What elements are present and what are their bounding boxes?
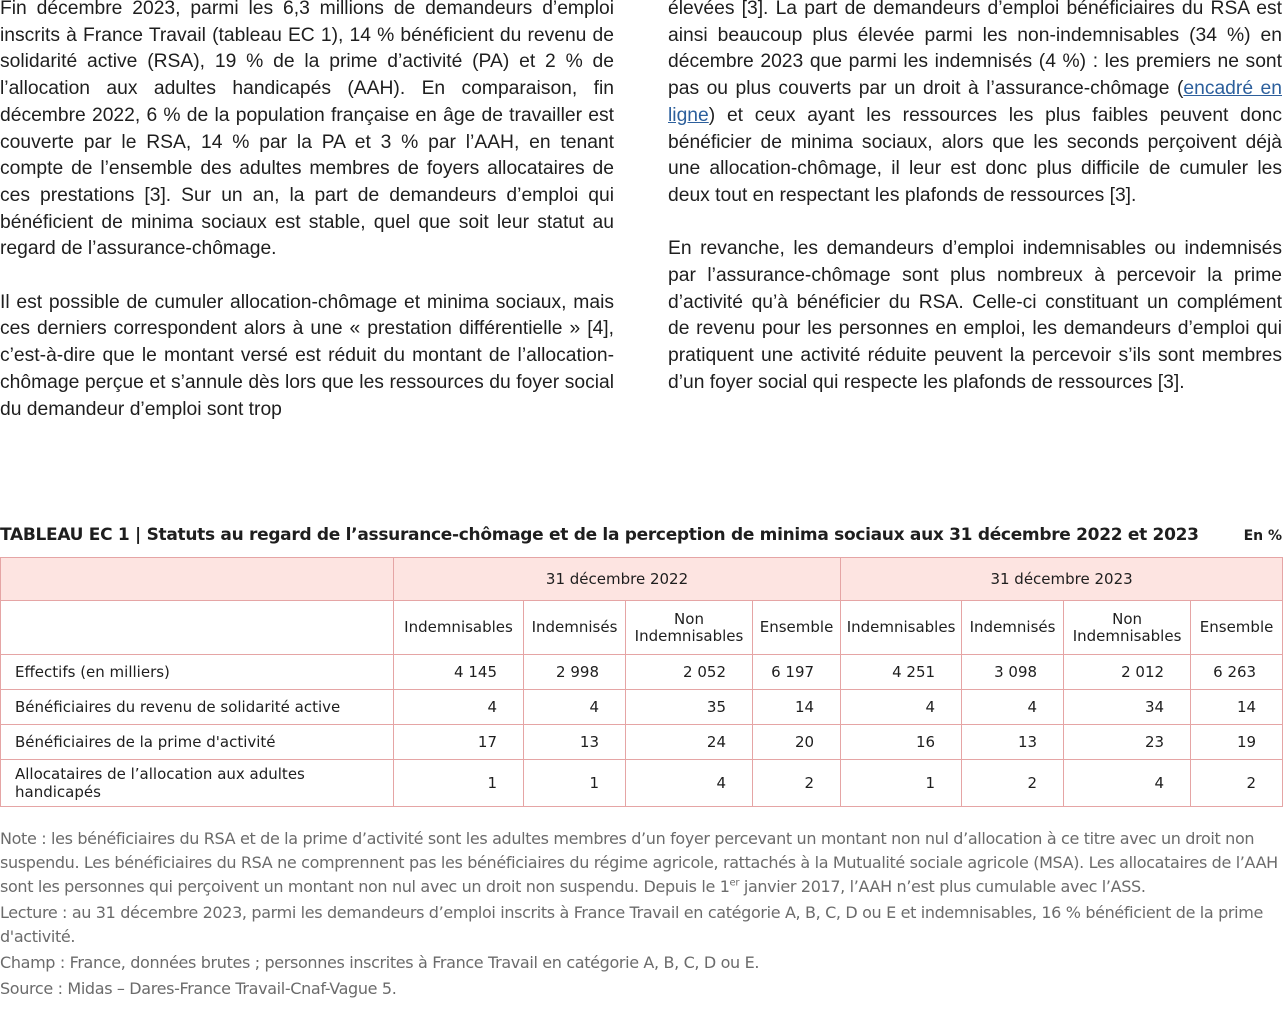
table-cell: 4 251 [841,655,962,690]
champ-paragraph [0,951,1282,975]
data-table [0,557,1283,807]
source-text: Midas – Dares-France Travail-Cnaf-Vague 5. [62,979,397,998]
table-corner-cell [1,558,394,601]
paragraph: Il est possible de cumuler allocation-chômage et minima sociaux, mais ces derniers correspondent alors à une « prestation différentielle » [4], c’est-à-dire que le montant versé est réduit du montant de l’allocation-chômage perçue et s’annule dès lors que les ressources du foyer social du demandeur d’emploi sont trop [0,291,614,420]
lecture-label: Lecture : [0,903,68,922]
column-header: Non Indemnisables [626,601,753,655]
table-corner-cell [1,601,394,655]
table-cell: 23 [1064,725,1191,760]
note-text: les bénéficiaires du RSA et de la prime d’activité sont les adultes membres d’un foyer percevant un montant non nul d’allocation à ce titre avec un droit non suspendu. Les bénéficiaires du RSA ne comprennent pas les bénéficiaires du régime agricole, rattachés à la Mutualité sociale agricole (MSA). Les allocataires de l’AAH sont les personnes qui perçoivent un montant non nul avec un droit non suspendu. Depuis le 1 [0,829,1278,896]
body-text-columns [0,0,1282,423]
column-header: Ensemble [753,601,841,655]
table-column-header-row [1,601,1283,655]
column-header: Indemnisés [524,601,626,655]
table-cell: 14 [1191,690,1283,725]
right-column [668,0,1282,423]
table-title: TABLEAU EC 1 | Statuts au regard de l’assurance-chômage et de la perception de minima sociaux aux 31 décembre 2022 et 2023 [0,525,1199,545]
table-notes [0,827,1282,1003]
table-cell: 2 [962,760,1064,807]
table-cell: 24 [626,725,753,760]
row-label: Allocataires de l’allocation aux adultes handicapés [1,760,394,807]
column-header: Indemnisés [962,601,1064,655]
table-row [1,690,1283,725]
row-label: Bénéficiaires du revenu de solidarité active [1,690,394,725]
paragraph-text: ) et ceux ayant les ressources les plus faibles peuvent donc bénéficier de minima sociaux, alors que les seconds perçoivent déjà une allocation-chômage, il leur est donc plus difficile de cumuler les deux tout en respectant les plafonds de ressources [3]. [668,104,1282,206]
note-paragraph [0,827,1282,899]
table-row [1,655,1283,690]
column-header: Indemnisables [841,601,962,655]
table-cell: 2 052 [626,655,753,690]
table-caption [0,525,1282,545]
lecture-paragraph [0,901,1282,949]
paragraph: En revanche, les demandeurs d’emploi indemnisables ou indemnisés par l’assurance-chômage sont plus nombreux à percevoir la prime d’activité qu’à bénéficier du RSA. Celle-ci constituant un complément de revenu pour les personnes en emploi, les demandeurs d’emploi qui pratiquent une activité réduite peuvent la percevoir s’ils sont membres d’un foyer social qui respecte les plafonds de ressources [3]. [668,238,1282,393]
row-label: Bénéficiaires de la prime d'activité [1,725,394,760]
table-cell: 4 [524,690,626,725]
table-cell: 14 [753,690,841,725]
table-cell: 6 197 [753,655,841,690]
left-column [0,0,614,423]
group-header-2023: 31 décembre 2023 [841,558,1283,601]
table-cell: 4 [1064,760,1191,807]
row-label: Effectifs (en milliers) [1,655,394,690]
column-header: Non Indemnisables [1064,601,1191,655]
table-cell: 6 263 [1191,655,1283,690]
table-cell: 16 [841,725,962,760]
table-row [1,760,1283,807]
table-cell: 4 [962,690,1064,725]
champ-text: France, données brutes ; personnes inscrites à France Travail en catégorie A, B, C, D ou E. [64,953,760,972]
note-label: Note : [0,829,47,848]
table-row [1,725,1283,760]
table-cell: 4 145 [394,655,524,690]
table-cell: 13 [524,725,626,760]
table-cell: 17 [394,725,524,760]
table-cell: 2 012 [1064,655,1191,690]
table-cell: 3 098 [962,655,1064,690]
column-header: Indemnisables [394,601,524,655]
source-paragraph [0,977,1282,1001]
table-cell: 1 [394,760,524,807]
note-text: janvier 2017, l’AAH n’est plus cumulable avec l’ASS. [739,877,1146,896]
table-cell: 19 [1191,725,1283,760]
table-cell: 34 [1064,690,1191,725]
table-cell: 4 [841,690,962,725]
table-cell: 4 [626,760,753,807]
table-unit: En % [1243,528,1282,544]
table-cell: 2 [753,760,841,807]
paragraph-text: élevées [3]. La part de demandeurs d’emploi bénéficiaires du RSA est ainsi beaucoup plus élevée parmi les non-indemnisables (34 %) en décembre 2023 que parmi les indemnisés (4 %) : les premiers ne sont pas ou plus couverts par un droit à l’assurance-chômage ( [668,0,1282,100]
table-group-header-row [1,558,1283,601]
table-cell: 2 998 [524,655,626,690]
column-header: Ensemble [1191,601,1283,655]
table-cell: 1 [524,760,626,807]
group-header-2022: 31 décembre 2022 [394,558,841,601]
champ-label: Champ : [0,953,65,972]
paragraph [668,0,1282,210]
source-label: Source : [0,979,63,998]
paragraph: Fin décembre 2023, parmi les 6,3 millions de demandeurs d’emploi inscrits à France Travail (tableau EC 1), 14 % bénéficient du revenu de solidarité active (RSA), 19 % de la prime d’activité (PA) et 2 % de l’allocation aux adultes handicapés (AAH). En comparaison, fin décembre 2022, 6 % de la population française en âge de travailler est couverte par le RSA, 14 % par la PA et 3 % par l’AAH, en tenant compte de l’ensemble des adultes membres de foyers allocataires de ces prestations [3]. Sur un an, la part de demandeurs d’emploi qui bénéficient de minima sociaux est stable, quel que soit leur statut au regard de l’assurance-chômage. [0,0,614,260]
table-cell: 35 [626,690,753,725]
table-cell: 4 [394,690,524,725]
table-cell: 20 [753,725,841,760]
table-cell: 13 [962,725,1064,760]
table-cell: 1 [841,760,962,807]
lecture-text: au 31 décembre 2023, parmi les demandeurs d’emploi inscrits à France Travail en catégorie A, B, C, D ou E et indemnisables, 16 % bénéficient de la prime d'activité. [0,903,1263,946]
note-superscript: er [729,877,740,889]
table-cell: 2 [1191,760,1283,807]
encadre-en-ligne-link[interactable]: encadré en ligne [668,78,1282,126]
